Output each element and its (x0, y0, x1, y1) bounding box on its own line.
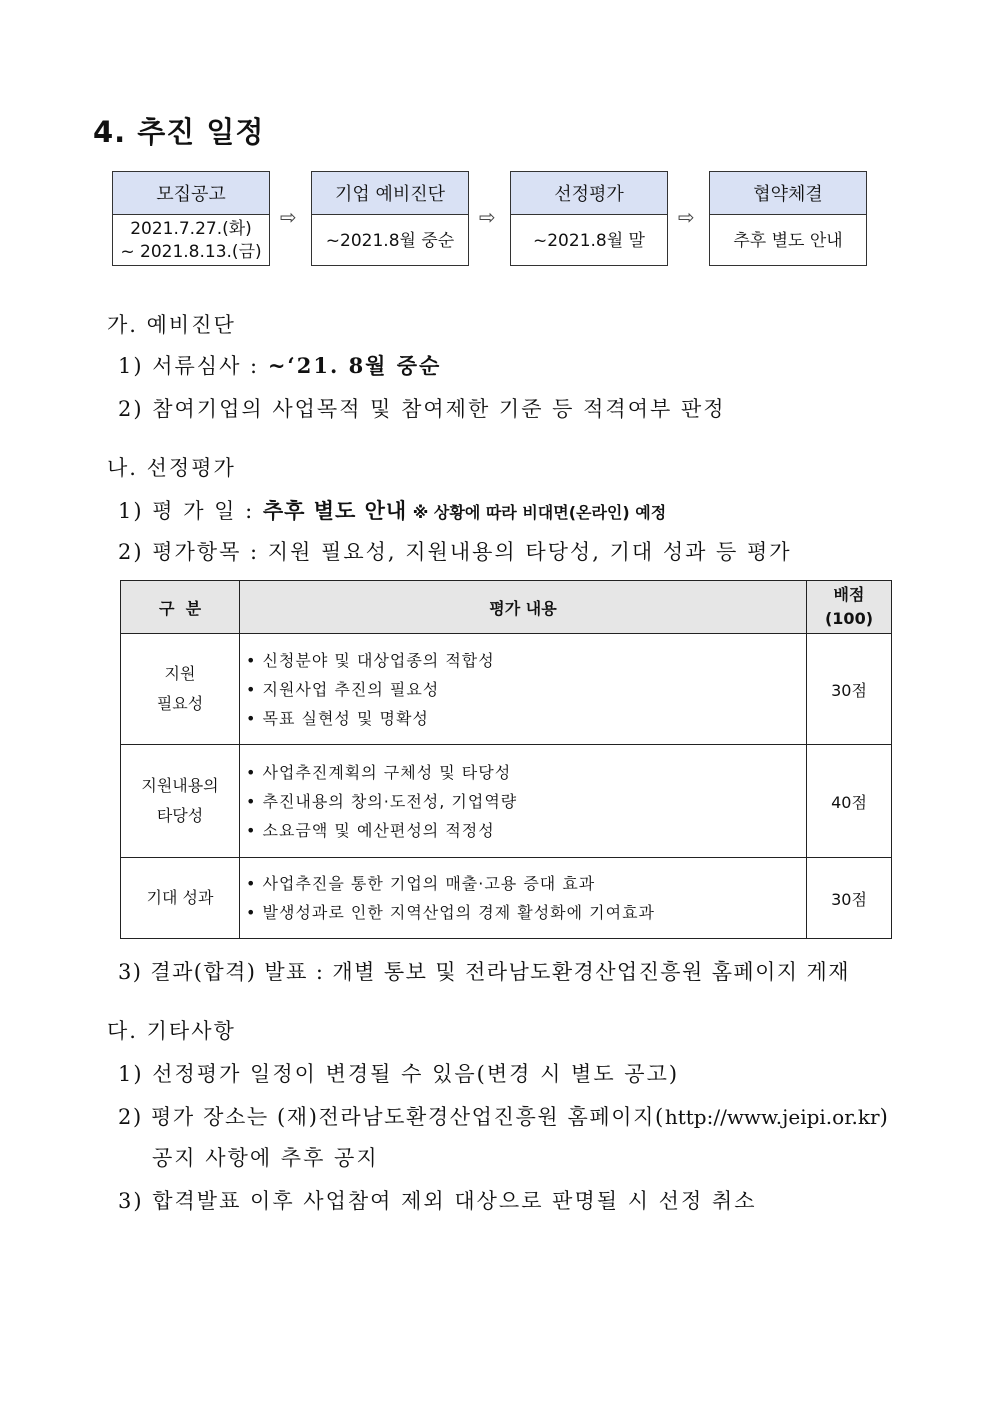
da-item-2-continuation: 공지 사항에 추후 공지 (152, 1146, 379, 1170)
item-note: ※ 상황에 따라 비대면(온라인) 예정 (407, 503, 667, 522)
row-category (121, 745, 240, 858)
subsection-title-na: 나. 선정평가 (107, 456, 236, 480)
item-value: 추후 별도 안내 (262, 499, 408, 523)
da-item-1: 1) 선정평가 일정이 변경될 수 있음(변경 시 별도 공고) (118, 1062, 680, 1086)
table-row (121, 858, 892, 939)
step-title: 모집공고 (113, 172, 269, 215)
list-item: • 목표 실현성 및 명확성 (246, 708, 429, 728)
list-item: • 신청분야 및 대상업종의 적합성 (246, 650, 495, 670)
row-items (240, 858, 807, 939)
website-link[interactable]: http://www.jeipi.or.kr (664, 1105, 880, 1129)
row-items (240, 634, 807, 745)
arrow-right-icon: ⇨ (479, 205, 496, 229)
row-category (121, 858, 240, 939)
ga-item-1 (118, 350, 441, 380)
step-date: ~2021.8월 말 (533, 230, 645, 251)
step-date: ~ 2021.8.13.(금) (120, 242, 262, 262)
category-line: 타당성 (156, 806, 204, 825)
header-score (807, 581, 892, 634)
header-score-label: 배점 (833, 585, 865, 604)
na-item-3: 3) 결과(합격) 발표 : 개별 통보 및 전라남도환경산업진흥원 홈페이지 게재 (118, 960, 850, 984)
step-title: 선정평가 (511, 172, 667, 215)
na-item-1 (118, 495, 666, 525)
schedule-step-diagnosis (311, 171, 469, 266)
category-line: 지원내용의 (141, 776, 219, 795)
item-label: 1) 평 가 일 : (118, 499, 263, 523)
row-score: 40점 (807, 745, 892, 858)
item-label: 1) 서류심사 : (118, 354, 268, 378)
list-item: • 지원사업 추진의 필요성 (246, 679, 440, 699)
schedule-step-recruitment (112, 171, 270, 266)
step-title: 협약체결 (710, 172, 866, 215)
subsection-title-da: 다. 기타사항 (107, 1019, 236, 1043)
row-score: 30점 (807, 858, 892, 939)
da-item-3: 3) 합격발표 이후 사업참여 제외 대상으로 판명될 시 선정 취소 (118, 1189, 757, 1213)
subsection-title-ga: 가. 예비진단 (107, 313, 236, 337)
item-text: 2) 평가 장소는 (재)전라남도환경산업진흥원 홈페이지( (118, 1105, 665, 1129)
row-items (240, 745, 807, 858)
evaluation-table (120, 580, 892, 939)
section-title: 4. 추진 일정 (93, 115, 265, 149)
na-item-2: 2) 평가항목 : 지원 필요성, 지원내용의 타당성, 기대 성과 등 평가 (118, 540, 792, 564)
category-line: 기대 성과 (146, 888, 214, 907)
step-date: 2021.7.27.(화) (130, 219, 252, 239)
schedule-step-agreement (709, 171, 867, 266)
da-item-2 (118, 1101, 889, 1131)
item-value: ~‘21. 8월 중순 (267, 353, 442, 378)
header-score-total: (100) (824, 609, 874, 628)
arrow-right-icon: ⇨ (678, 205, 695, 229)
header-category: 구 분 (121, 581, 240, 634)
item-text-close: ) (879, 1105, 890, 1129)
schedule-step-selection (510, 171, 668, 266)
step-title: 기업 예비진단 (312, 172, 468, 215)
list-item: • 발생성과로 인한 지역산업의 경제 활성화에 기여효과 (246, 903, 655, 922)
step-date: ~2021.8월 중순 (325, 230, 455, 251)
arrow-right-icon: ⇨ (280, 205, 297, 229)
header-content: 평가 내용 (240, 581, 807, 634)
table-header-row (121, 581, 892, 634)
row-category (121, 634, 240, 745)
category-line: 지원 (164, 664, 196, 683)
category-line: 필요성 (156, 694, 204, 713)
list-item: • 사업추진을 통한 기업의 매출·고용 증대 효과 (246, 874, 596, 893)
ga-item-2: 2) 참여기업의 사업목적 및 참여제한 기준 등 적격여부 판정 (118, 397, 726, 421)
table-row (121, 634, 892, 745)
step-date: 추후 별도 안내 (733, 230, 843, 251)
table-row (121, 745, 892, 858)
list-item: • 소요금액 및 예산편성의 적정성 (246, 820, 495, 840)
row-score: 30점 (807, 634, 892, 745)
list-item: • 사업추진계획의 구체성 및 타당성 (246, 762, 512, 782)
list-item: • 추진내용의 창의·도전성, 기업역량 (246, 791, 518, 811)
